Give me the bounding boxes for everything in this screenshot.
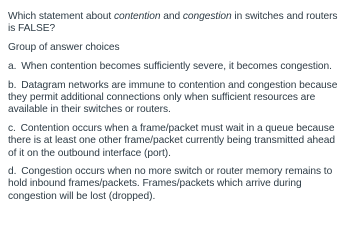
- answer-letter: c.: [8, 122, 16, 134]
- answer-letter: b.: [8, 79, 17, 91]
- answer-choice-c[interactable]: [8, 123, 342, 160]
- answer-group-label: Group of answer choices: [8, 41, 120, 53]
- answer-letter: a.: [8, 61, 17, 73]
- question-part-2: and: [160, 11, 183, 22]
- answer-text: When contention becomes sufficiently severe, it becomes congestion.: [21, 61, 332, 73]
- question-part-3: in switches and routers is FALSE?: [8, 11, 338, 35]
- answer-letter: d.: [8, 166, 17, 178]
- answer-choice-a[interactable]: [8, 61, 342, 73]
- question-term-congestion: congestion: [182, 11, 232, 22]
- question-part-1: Which statement about: [8, 11, 114, 22]
- answer-text: Datagram networks are immune to contention and congestion because they permit additional connections only when sufficient resources are available in their switches or routers.: [8, 79, 338, 116]
- answer-text: Contention occurs when a frame/packet must wait in a queue because there is at least one other frame/packet currently being transmitted ahead of it on the outbound interface (port).: [8, 122, 336, 159]
- answer-choice-d[interactable]: [8, 166, 342, 203]
- question-text: [8, 11, 342, 36]
- question-term-contention: contention: [113, 11, 161, 22]
- answer-text: Congestion occurs when no more switch or router memory remains to hold inbound frames/packets. Frames/packets which arrive during congestion will be lost (dropped).: [8, 166, 333, 202]
- answer-choice-b[interactable]: [8, 80, 342, 117]
